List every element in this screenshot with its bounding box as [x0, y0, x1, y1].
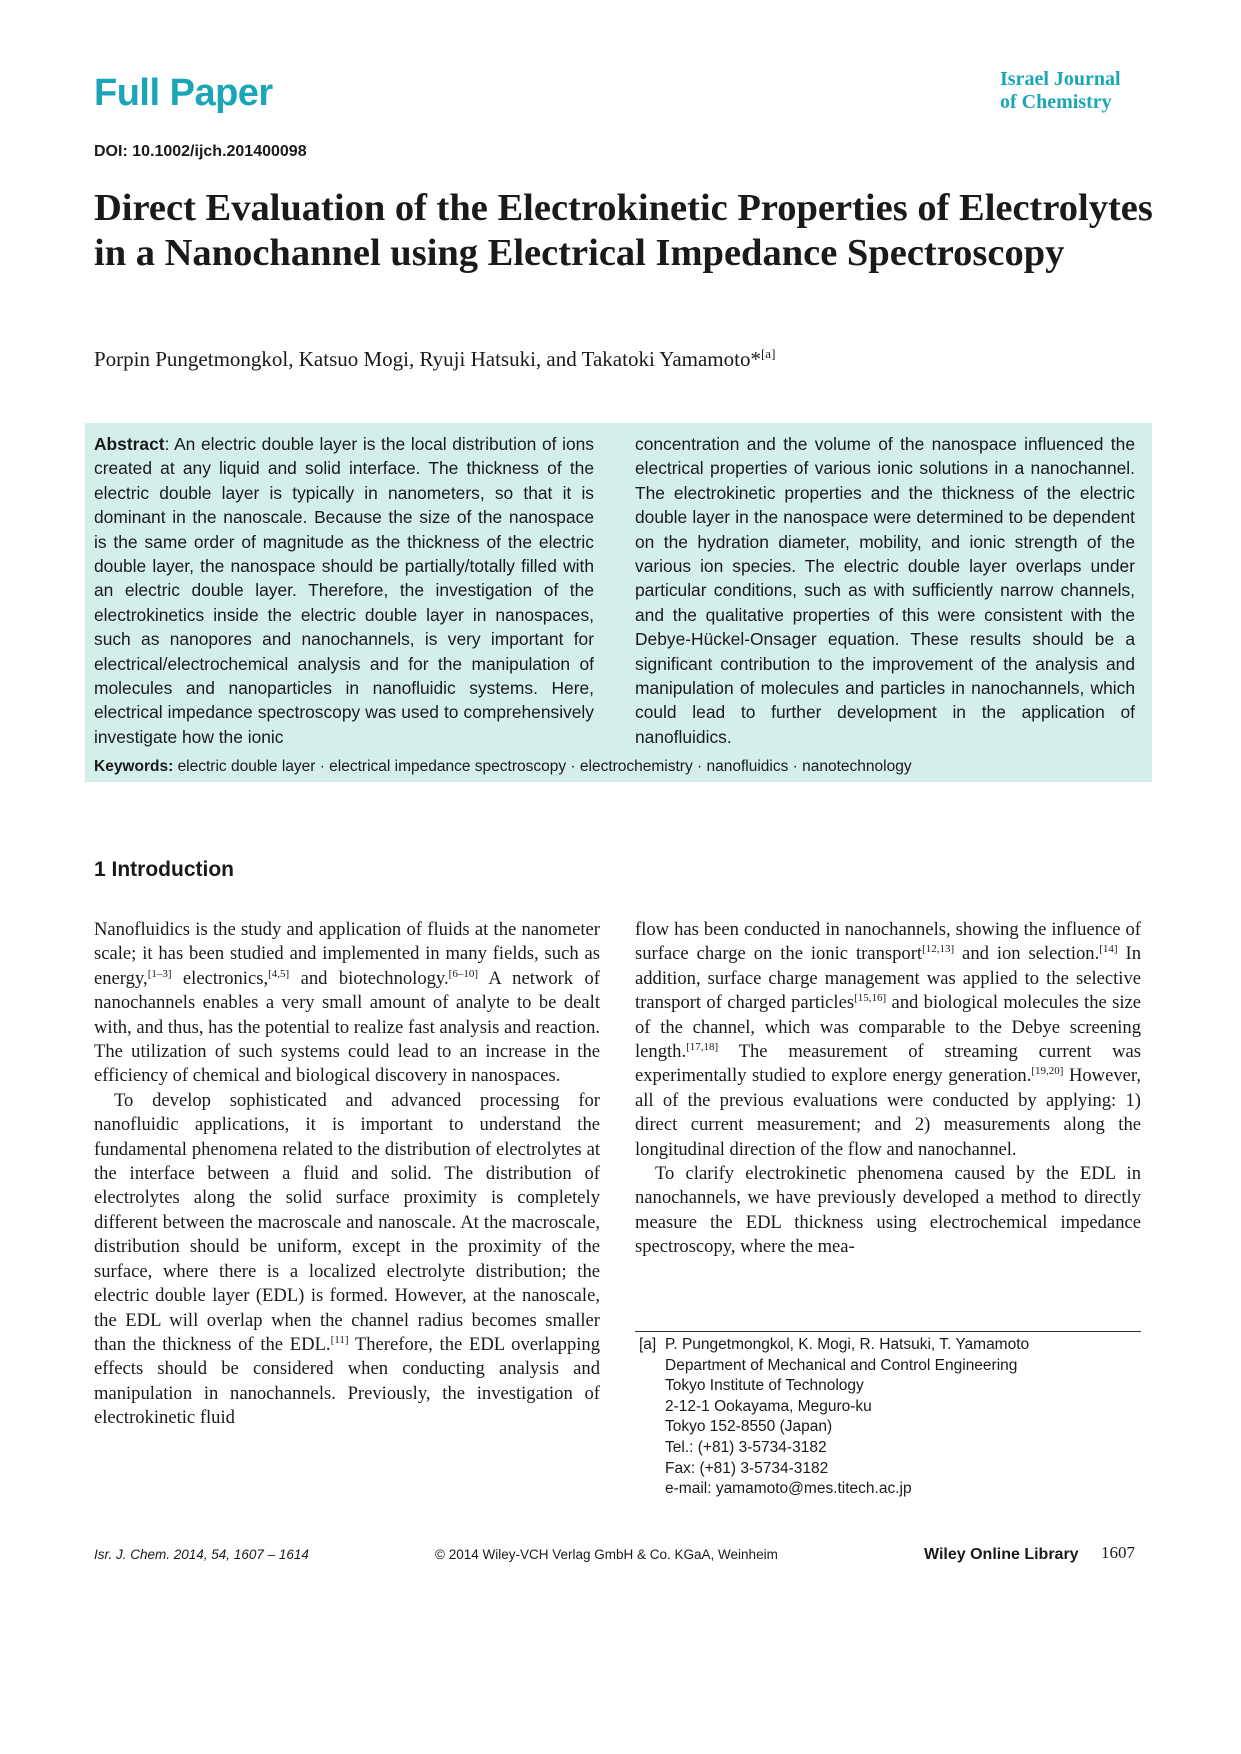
- journal-name-line1: Israel Journal: [1000, 68, 1121, 90]
- page-number: 1607: [1101, 1543, 1135, 1562]
- section-heading-introduction: 1 Introduction: [94, 858, 234, 881]
- citation-ref[interactable]: [1–3]: [147, 967, 172, 980]
- citation-ref[interactable]: [19,20]: [1031, 1065, 1064, 1078]
- body-column-right: [635, 918, 1141, 1260]
- affiliation-email[interactable]: e-mail: yamamoto@mes.titech.ac.jp: [665, 1480, 912, 1498]
- affiliation-tag: [a]: [639, 1336, 657, 1353]
- doi[interactable]: DOI: 10.1002/ijch.201400098: [94, 143, 307, 160]
- paragraph: To develop sophisticated and advanced processing for nanofluidic applications, it is important to understand the fundamental phenomena related to the distribution of electrolytes at the interface between a fluid and solid. The distribution of electrolytes along the solid surface proximity is completely different between the macroscale and nanoscale. At the macroscale, distribution should be uniform, except in the proximity of the surface, where there is a localized electrolyte distribution; the electric double layer (EDL) is formed. However, at the nanoscale, the EDL will overlap when the channel radius becomes smaller than the thickness of the EDL.[11] Therefore, the EDL overlapping effects should be considered when conducting analysis and manipulation in nanochannels. Previously, the investigation of electrokinetic fluid: [94, 1089, 600, 1429]
- body-column-left: [94, 918, 600, 1431]
- affiliation-marker[interactable]: [a]: [760, 346, 776, 361]
- footer-wiley-online-library[interactable]: Wiley Online Library: [924, 1546, 1079, 1563]
- abstract-column-right: concentration and the volume of the nanospace influenced the electrical properties of various ionic solutions in a nanochannel. The electrokinetic properties and the thickness of the electric double layer in the nanospace were determined to be dependent on the hydration diameter, mobility, and ionic strength of the various ion species. The electric double layer overlaps under particular conditions, such as with sufficiently narrow channels, and the qualitative properties of this were consistent with the Debye-Hückel-Onsager equation. These results should be a significant contribution to the improvement of the analysis and manipulation of molecules and particles in nanochannels, which could lead to further development in the application of nanofluidics.: [635, 434, 1135, 747]
- affiliation-footnote: [635, 1335, 1145, 1500]
- affiliation-city: Tokyo 152-8550 (Japan): [665, 1418, 833, 1436]
- citation-ref[interactable]: [4,5]: [268, 967, 290, 980]
- footer-copyright: © 2014 Wiley-VCH Verlag GmbH & Co. KGaA, Weinheim: [435, 1547, 778, 1562]
- abstract-label: Abstract: [94, 434, 165, 454]
- keywords: [94, 758, 912, 776]
- abstract-text-left: : An electric double layer is the local distribution of ions created at any liquid and solid interface. The thickness of the electric double layer is typically in nanometers, so that it is dominant in the nanoscale. Because the size of the nanospace is the same order of magnitude as the thickness of the electric double layer, the nanospace should be partially/totally filled with an electric double layer. Therefore, the investigation of the electrokinetics inside the electric double layer in nanospaces, such as nanopores and nanochannels, is very important for electrical/electrochemical analysis and for the manipulation of molecules and nanoparticles in nanofluidic systems. Here, electrical impedance spectroscopy was used to comprehensively investigate how the ionic: [94, 434, 594, 747]
- affiliation-fax: Fax: (+81) 3-5734-3182: [665, 1459, 829, 1477]
- footnote-divider: [635, 1331, 1141, 1332]
- affiliation-department: Department of Mechanical and Control Engineering: [665, 1356, 1018, 1374]
- journal-name-line2: of Chemistry: [1000, 91, 1112, 113]
- citation-ref[interactable]: [15,16]: [854, 992, 887, 1005]
- paragraph: To clarify electrokinetic phenomena caused by the EDL in nanochannels, we have previously developed a method to directly measure the EDL thickness using electrochemical impedance spectroscopy, where the mea-: [635, 1163, 1141, 1258]
- footer-citation: Isr. J. Chem. 2014, 54, 1607 – 1614: [94, 1547, 309, 1562]
- author-list: [94, 346, 775, 372]
- citation-ref[interactable]: [17,18]: [686, 1040, 719, 1053]
- paragraph: flow has been conducted in nanochannels, showing the influence of surface charge on the ionic transport[12,13] and ion selection.[14] In addition, surface charge management was applied to the selective transport of charged particles[15,16] and biological molecules the size of the channel, which was comparable to the Debye screening length.[17,18] The measurement of streaming current was experimentally studied to explore energy generation.[19,20] However, all of the previous evaluations were conducted by applying: 1) direct current measurement; and 2) measurements along the longitudinal direction of the flow and nanochannel.: [635, 919, 1142, 1160]
- article-type-label: Full Paper: [94, 72, 273, 114]
- citation-ref[interactable]: [12,13]: [922, 943, 955, 956]
- affiliation-tel: Tel.: (+81) 3-5734-3182: [665, 1438, 827, 1456]
- journal-name: [1000, 68, 1150, 114]
- paper-title: Direct Evaluation of the Electrokinetic Properties of Electrolytes in a Nanochannel using Electrical Impedance Spectroscopy: [94, 187, 1153, 274]
- affiliation-institution: Tokyo Institute of Technology: [665, 1377, 864, 1395]
- citation-ref[interactable]: [14]: [1099, 943, 1118, 956]
- citation-ref[interactable]: [6–10]: [448, 967, 478, 980]
- keywords-label: Keywords:: [94, 758, 174, 775]
- affiliation-authors: P. Pungetmongkol, K. Mogi, R. Hatsuki, T. Yamamoto: [665, 1336, 1030, 1353]
- paragraph: Nanofluidics is the study and application of fluids at the nanometer scale; it has been studied and implemented in many fields, such as energy,[1–3] electronics,[4,5] and biotechnology.[6–10] A network of nanochannels enables a very small amount of analyte to be dealt with, and thus, has the potential to realize fast analysis and reaction. The utilization of such systems could lead to an increase in the efficiency of chemical and biological discovery in nanospaces.: [94, 919, 601, 1087]
- author-names: Porpin Pungetmongkol, Katsuo Mogi, Ryuji Hatsuki, and Takatoki Yamamoto*: [94, 347, 761, 371]
- affiliation-address: 2-12-1 Ookayama, Meguro-ku: [665, 1397, 872, 1415]
- citation-ref[interactable]: [11]: [330, 1333, 349, 1346]
- keywords-list: electric double layer · electrical impedance spectroscopy · electrochemistry · nanofluidics · nanotechnology: [177, 758, 912, 775]
- abstract-column-left: [94, 432, 594, 749]
